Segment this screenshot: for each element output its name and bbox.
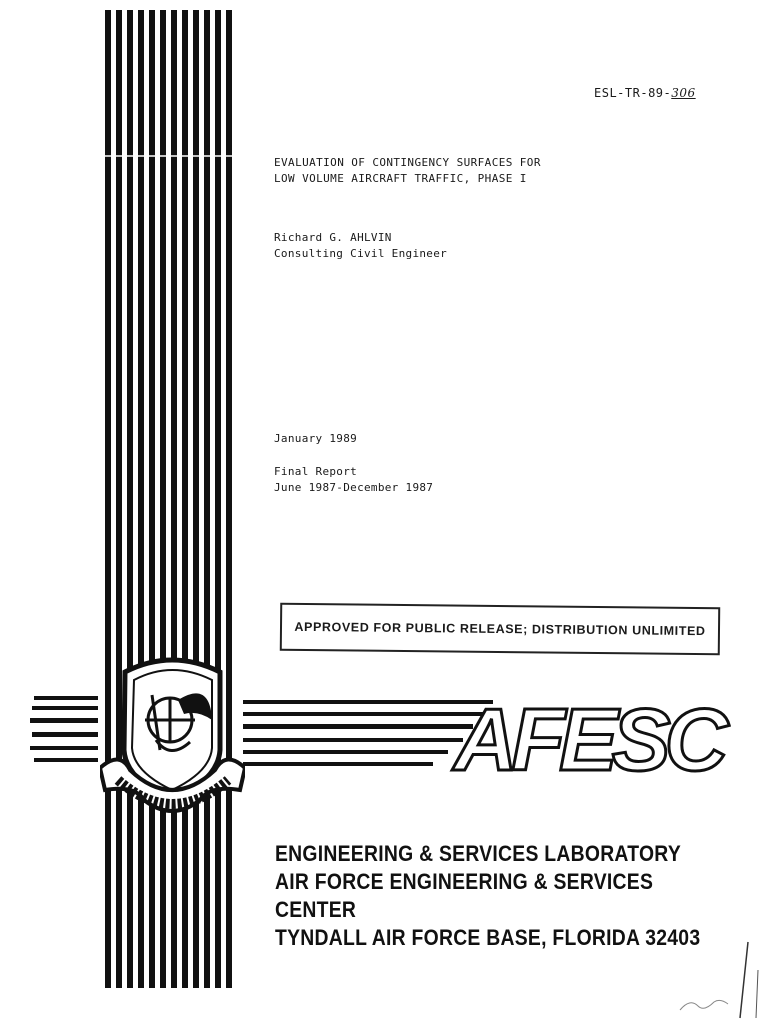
report-number-prefix: ESL-TR-89- — [594, 86, 672, 100]
distribution-statement: APPROVED FOR PUBLIC RELEASE; DISTRIBUTION UNLIMITED — [294, 619, 706, 639]
afesc-seal-emblem — [100, 640, 245, 825]
horizontal-line-marks-left — [30, 690, 100, 770]
afesc-logo — [420, 692, 760, 792]
report-title-line-2: LOW VOLUME AIRCRAFT TRAFFIC, PHASE I — [274, 172, 527, 185]
report-period: June 1987-December 1987 — [274, 481, 434, 494]
distribution-statement-box — [280, 603, 720, 656]
report-type-block — [274, 464, 433, 496]
report-number-handwritten: 306 — [671, 86, 696, 100]
laboratory-line-2: AIR FORCE ENGINEERING & SERVICES CENTER — [275, 869, 654, 922]
report-title — [274, 155, 541, 187]
author-role: Consulting Civil Engineer — [274, 247, 448, 260]
afesc-logo-text: AFESC — [453, 692, 723, 789]
author-name: Richard G. AHLVIN — [274, 231, 392, 244]
report-title-line-1: EVALUATION OF CONTINGENCY SURFACES FOR — [274, 156, 541, 169]
laboratory-line-3: TYNDALL AIR FORCE BASE, FLORIDA 32403 — [275, 925, 701, 950]
vertical-stripe-band — [105, 10, 240, 988]
report-number — [594, 86, 696, 100]
laboratory-line-1: ENGINEERING & SERVICES LABORATORY — [275, 841, 682, 866]
handwritten-mark — [670, 940, 760, 1020]
laboratory-address-block — [275, 840, 711, 952]
report-date: January 1989 — [274, 432, 358, 445]
author-block — [274, 230, 447, 262]
report-type: Final Report — [274, 465, 358, 478]
